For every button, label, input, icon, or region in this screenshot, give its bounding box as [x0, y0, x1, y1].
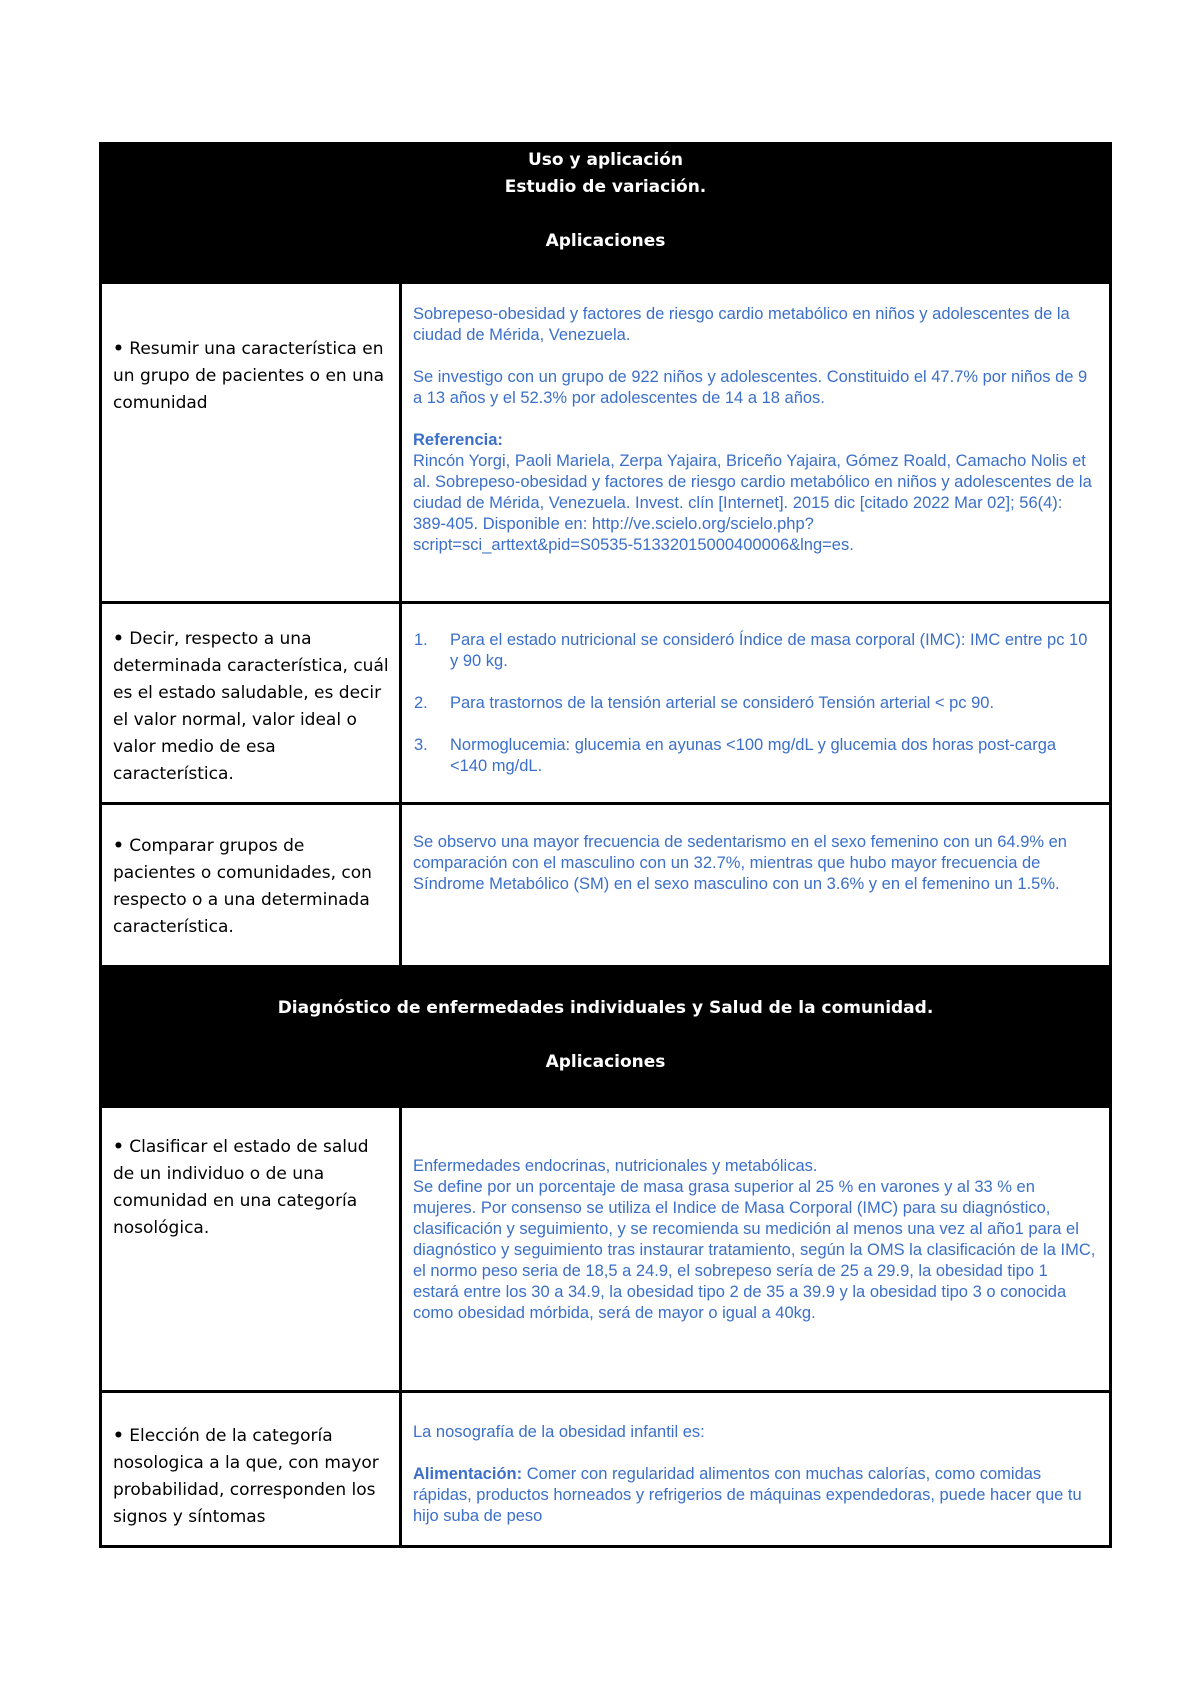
section-header-1 [101, 144, 1111, 283]
section-header-row-1 [101, 144, 1111, 283]
section-title-2: Diagnóstico de enfermedades individuales y Salud de la comunidad. [277, 998, 934, 1018]
reference-text-2: 389-405. Disponible en: http://ve.scielo.org/scielo.php? [413, 515, 814, 533]
section-header-row-2 [101, 967, 1111, 1107]
left-cell [101, 804, 401, 967]
feeding-label: Alimentación: [413, 1465, 523, 1483]
nosography-intro: La nosografía de la obesidad infantil es: [413, 1423, 705, 1441]
left-cell [101, 1392, 401, 1547]
bullet-icon: • [113, 836, 124, 856]
table-row [101, 804, 1111, 967]
list-item-text: Para trastornos de la tensión arterial se consideró Tensión arterial < pc 90. [450, 694, 995, 712]
reference-block [413, 430, 1097, 556]
reference-link: script=sci_arttext&pid=S0535-51332015000400006&lng=es. [413, 536, 854, 554]
list-number: 2. [414, 694, 428, 712]
feeding-text: Comer con regularidad alimentos con muchas calorías, como comidas rápidas, productos horneados y refrigerios de máquinas expendedoras, puede hacer que tu hijo suba de peso [413, 1465, 1082, 1525]
right-cell [401, 1107, 1111, 1392]
list-item [413, 693, 1097, 714]
list-item [413, 735, 1097, 777]
list-number: 3. [414, 736, 428, 754]
left-cell-text: Resumir una característica en un grupo de pacientes o en una comunidad [113, 339, 385, 413]
section-title-1: Uso y aplicación [527, 150, 684, 170]
list-item-text: Para el estado nutricional se consideró Índice de masa corporal (IMC): IMC entre pc 10 y 90 kg. [450, 631, 1088, 670]
reference-label: Referencia: [413, 431, 503, 449]
list-item [413, 630, 1097, 672]
table-row [101, 603, 1111, 804]
left-cell [101, 603, 401, 804]
bullet-icon: • [113, 339, 124, 359]
applications-table [99, 142, 1112, 1548]
left-cell-text: Elección de la categoría nosologica a la que, con mayor probabilidad, corresponden los signos y síntomas [113, 1426, 379, 1527]
list-number: 1. [414, 631, 428, 649]
right-cell [401, 804, 1111, 967]
section-header-2 [101, 967, 1111, 1107]
nosography-detail [413, 1464, 1097, 1527]
study-title: Sobrepeso-obesidad y factores de riesgo cardio metabólico en niños y adolescentes de la ciudad de Mérida, Venezuela. [413, 305, 1070, 344]
left-cell [101, 283, 401, 603]
right-cell [401, 1392, 1111, 1547]
category-title: Enfermedades endocrinas, nutricionales y metabólicas. [413, 1157, 818, 1175]
left-cell [101, 1107, 401, 1392]
criteria-list [413, 630, 1097, 777]
bullet-icon: • [113, 1137, 124, 1157]
reference-text: Rincón Yorgi, Paoli Mariela, Zerpa Yajaira, Briceño Yajaira, Gómez Roald, Camacho Nolis et al. Sobrepeso-obesidad y factores de riesgo cardio metabólico en niños y adolescentes de la ciudad de Mérida, Venezuela. Invest. clín [Internet]. 2015 dic [citado 2022 Mar 02]; 56(4): [413, 452, 1092, 512]
section-applications-label-1: Aplicaciones [545, 231, 666, 251]
list-item-text: Normoglucemia: glucemia en ayunas <100 mg/dL y glucemia dos horas post-carga <140 mg/dL. [450, 736, 1057, 775]
document-page [99, 142, 1109, 1548]
comparison-text: Se observo una mayor frecuencia de sedentarismo en el sexo femenino con un 64.9% en comparación con el masculino con un 32.7%, mientras que hubo mayor frecuencia de Síndrome Metabólico (SM) en el sexo masculino con un 3.6% y en el femenino un 1.5%. [413, 833, 1067, 893]
category-description: Se define por un porcentaje de masa grasa superior al 25 % en varones y al 33 % en mujeres. Por consenso se utiliza el Indice de Masa Corporal (IMC) para su diagnóstico, clasificación y seguimiento, y se recomienda su medición al menos una vez al año1 para el diagnóstico y seguimiento tras instaurar tratamiento, según la OMS la clasificación de la IMC, el normo peso seria de 18,5 a 24.9, el sobrepeso sería de 25 a 29.9, la obesidad tipo 1 estará entre los 30 a 34.9, la obesidad tipo 2 de 35 a 39.9 y la obesidad tipo 3 o conocida como obesidad mórbida, será de mayor o igual a 40kg. [413, 1178, 1096, 1322]
table-row [101, 1107, 1111, 1392]
right-cell [401, 283, 1111, 603]
right-cell [401, 603, 1111, 804]
table-row [101, 1392, 1111, 1547]
left-cell-text: Comparar grupos de pacientes o comunidades, con respecto o a una determinada característica. [113, 836, 372, 937]
section-subtitle-1: Estudio de variación. [504, 177, 707, 197]
left-cell-text: Clasificar el estado de salud de un individuo o de una comunidad en una categoría nosológica. [113, 1137, 369, 1238]
bullet-icon: • [113, 629, 124, 649]
left-cell-text: Decir, respecto a una determinada característica, cuál es el estado saludable, es decir el valor normal, valor ideal o valor medio de esa característica. [113, 629, 389, 784]
bullet-icon: • [113, 1426, 124, 1446]
table-row [101, 283, 1111, 603]
section-applications-label-2: Aplicaciones [545, 1052, 666, 1072]
study-description: Se investigo con un grupo de 922 niños y adolescentes. Constituido el 47.7% por niños de 9 a 13 años y el 52.3% por adolescentes de 14 a 18 años. [413, 368, 1088, 407]
